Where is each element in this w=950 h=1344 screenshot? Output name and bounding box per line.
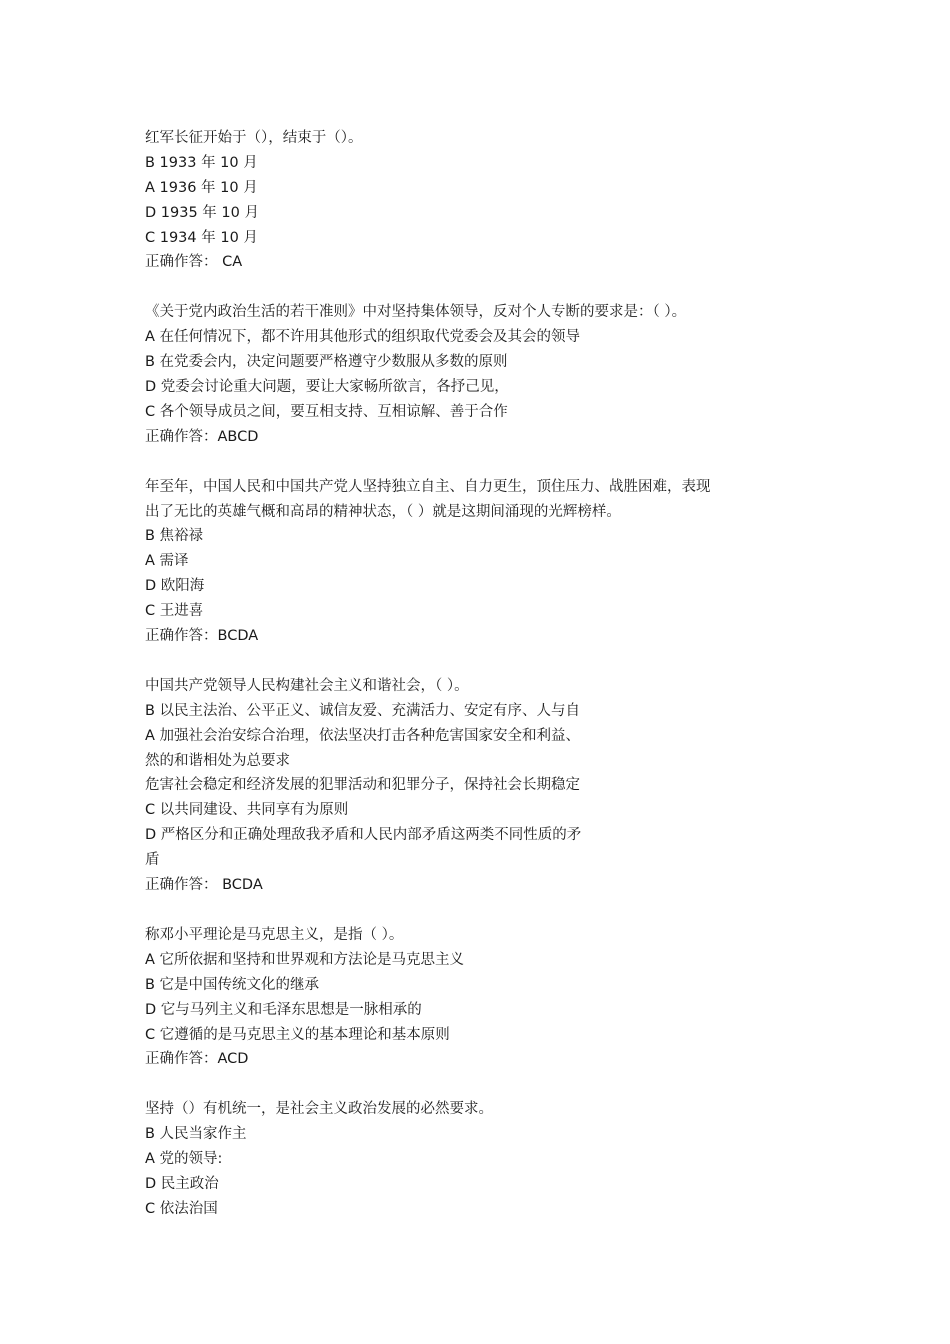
option-line: B 焦裕禄: [145, 528, 204, 545]
option-line: C 它遵循的是马克思主义的基本理论和基本原则: [145, 1026, 450, 1043]
option-line: D 民主政治: [145, 1175, 219, 1192]
option-line: D 党委会讨论重大问题，要让大家畅所欲言，各抒己见，: [145, 379, 509, 396]
answer-line: [145, 873, 825, 898]
option-line: B 它是中国传统文化的继承: [145, 976, 320, 993]
question-text: 《关于党内政治生活的若干准则》中对坚持集体领导，反对个人专断的要求是：（ ）。: [145, 304, 687, 321]
question-text: 坚持（）有机统一，是社会主义政治发展的必然要求。: [145, 1101, 493, 1118]
option-line: D 1935 年 10 月: [145, 204, 259, 221]
option-line: A 它所依据和坚持和世界观和方法论是马克思主义: [145, 951, 465, 968]
question-text: 年至年，中国人民和中国共产党人坚持独立自主、自力更生，顶住压力、战胜困难，表现: [145, 478, 711, 495]
answer-line: [145, 624, 825, 649]
answer-line: [145, 425, 825, 450]
option-line: B 1933 年 10 月: [145, 154, 258, 171]
answer-label: 正确作答：: [145, 254, 218, 271]
answer-label: 正确作答：: [145, 428, 218, 445]
option-line: D 欧阳海: [145, 578, 205, 595]
question-text: 红军长征开始于（），结束于（）。: [145, 130, 363, 146]
option-line: 然的和谐相处为总要求: [145, 752, 290, 769]
question-block: [145, 126, 825, 275]
option-line: 危害社会稳定和经济发展的犯罪活动和犯罪分子，保持社会长期稳定: [145, 777, 580, 794]
option-line: A 加强社会治安综合治理，依法坚决打击各种危害国家安全和利益、: [145, 727, 581, 744]
question-text: 出了无比的英雄气概和高昂的精神状态，（ ）就是这期间涌现的光辉榜样。: [145, 503, 621, 520]
answer-line: [145, 250, 825, 275]
question-block: [145, 1097, 825, 1221]
document-page: [145, 126, 825, 1247]
answer-value: BCDA: [217, 877, 263, 894]
question-block: [145, 475, 825, 649]
answer-label: 正确作答：: [145, 628, 218, 645]
answer-label: 正确作答：: [145, 1051, 218, 1068]
option-line: B 人民当家作主: [145, 1126, 247, 1143]
answer-value: BCDA: [217, 628, 259, 645]
option-line: C 以共同建设、共同享有为原则: [145, 802, 349, 819]
question-block: [145, 300, 825, 449]
answer-value: ACD: [217, 1051, 249, 1068]
option-line: C 依法治国: [145, 1200, 218, 1217]
answer-label: 正确作答：: [145, 877, 218, 894]
question-text: 中国共产党领导人民构建社会主义和谐社会，（ ）。: [145, 677, 469, 694]
option-line: C 1934 年 10 月: [145, 229, 258, 246]
option-line: D 它与马列主义和毛泽东思想是一脉相承的: [145, 1001, 422, 1018]
option-line: A 1936 年 10 月: [145, 179, 258, 196]
question-block: [145, 674, 825, 898]
option-line: B 在党委会内，决定问题要严格遵守少数服从多数的原则: [145, 354, 508, 371]
option-line: A 党的领导:: [145, 1151, 223, 1168]
option-line: C 各个领导成员之间，要互相支持、互相谅解、善于合作: [145, 403, 508, 420]
option-line: 盾: [145, 852, 160, 869]
question-block: [145, 923, 825, 1072]
option-line: B 以民主法治、公平正义、诚信友爱、充满活力、安定有序、人与自: [145, 702, 581, 719]
answer-line: [145, 1047, 825, 1072]
answer-value: CA: [217, 254, 243, 271]
question-text: 称邓小平理论是马克思主义，是指（ ）。: [145, 926, 404, 943]
option-line: D 严格区分和正确处理敌我矛盾和人民内部矛盾这两类不同性质的矛: [145, 827, 582, 844]
option-line: A 需译: [145, 553, 189, 570]
option-line: C 王进喜: [145, 603, 204, 620]
answer-value: ABCD: [217, 428, 259, 445]
option-line: A 在任何情况下，都不许用其他形式的组织取代党委会及其会的领导: [145, 329, 581, 346]
